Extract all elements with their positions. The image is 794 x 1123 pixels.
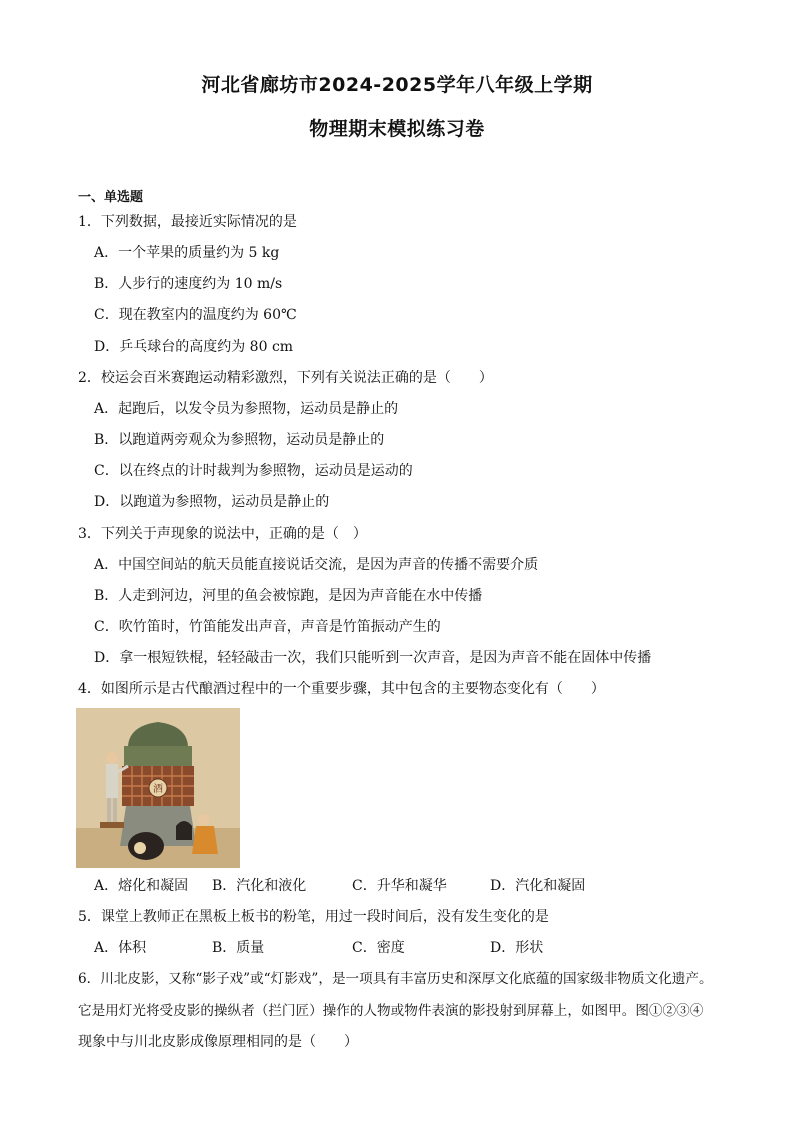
question-5-option-c: C．密度 <box>352 940 405 956</box>
question-4-option-c: C．升华和凝华 <box>352 878 447 894</box>
question-6-stem-line1: 6．川北皮影，又称“影子戏”或“灯影戏”，是一项具有丰富历史和深厚文化底蕴的国家级非物质文化遗产。 <box>78 971 713 987</box>
wine-distillation-illustration <box>76 708 240 868</box>
question-3-option-a: A．中国空间站的航天员能直接说话交流，是因为声音的传播不需要介质 <box>94 557 539 573</box>
question-4-option-d: D．汽化和凝固 <box>490 878 586 894</box>
exam-title-line1: 河北省廊坊市2024-2025学年八年级上学期 <box>201 74 593 96</box>
question-4-option-a: A．熔化和凝固 <box>94 878 189 894</box>
question-6-stem-line3: 现象中与川北皮影成像原理相同的是（ ） <box>78 1034 358 1050</box>
question-5-stem: 5．课堂上教师正在黑板上板书的粉笔，用过一段时间后，没有发生变化的是 <box>78 909 549 925</box>
question-3-option-c: C．吹竹笛时，竹笛能发出声音，声音是竹笛振动产生的 <box>94 619 441 635</box>
question-1-option-c: C．现在教室内的温度约为 60℃ <box>94 307 297 323</box>
question-2-stem: 2．校运会百米赛跑运动精彩激烈，下列有关说法正确的是（ ） <box>78 370 493 386</box>
question-6-stem-line2: 它是用灯光将受皮影的操纵者（拦门匠）操作的人物或物件表演的影投射到屏幕上，如图甲。图①②③④ <box>78 1003 704 1019</box>
question-1-stem: 1．下列数据，最接近实际情况的是 <box>78 214 297 230</box>
question-2-option-c: C．以在终点的计时裁判为参照物，运动员是运动的 <box>94 463 413 479</box>
question-2-option-b: B．以跑道两旁观众为参照物，运动员是静止的 <box>94 432 385 448</box>
question-5-options <box>94 938 694 958</box>
question-5-option-d: D．形状 <box>490 940 544 956</box>
question-2-option-a: A．起跑后，以发令员为参照物，运动员是静止的 <box>94 401 399 417</box>
jar-label-text: 酒 <box>153 784 163 795</box>
question-2-option-d: D．以跑道为参照物，运动员是静止的 <box>94 494 330 510</box>
question-3-option-b: B．人走到河边，河里的鱼会被惊跑，是因为声音能在水中传播 <box>94 588 483 604</box>
question-1-option-b: B．人步行的速度约为 10 m/s <box>94 276 283 292</box>
question-1-option-a: A．一个苹果的质量约为 5 kg <box>94 245 280 261</box>
question-3-option-d: D．拿一根短铁棍，轻轻敲击一次，我们只能听到一次声音，是因为声音不能在固体中传播 <box>94 650 652 666</box>
question-4-stem: 4．如图所示是古代酿酒过程中的一个重要步骤，其中包含的主要物态变化有（ ） <box>78 681 605 697</box>
section-heading: 一、单选题 <box>78 190 144 205</box>
question-4-options <box>94 876 694 896</box>
exam-title-line2: 物理期末模拟练习卷 <box>309 118 485 140</box>
question-3-stem: 3．下列关于声现象的说法中，正确的是（ ） <box>78 526 367 542</box>
question-5-option-a: A．体积 <box>94 940 147 956</box>
question-5-option-b: B．质量 <box>212 940 265 956</box>
question-4-option-b: B．汽化和液化 <box>212 878 307 894</box>
question-1-option-d: D．乒乓球台的高度约为 80 cm <box>94 339 294 355</box>
